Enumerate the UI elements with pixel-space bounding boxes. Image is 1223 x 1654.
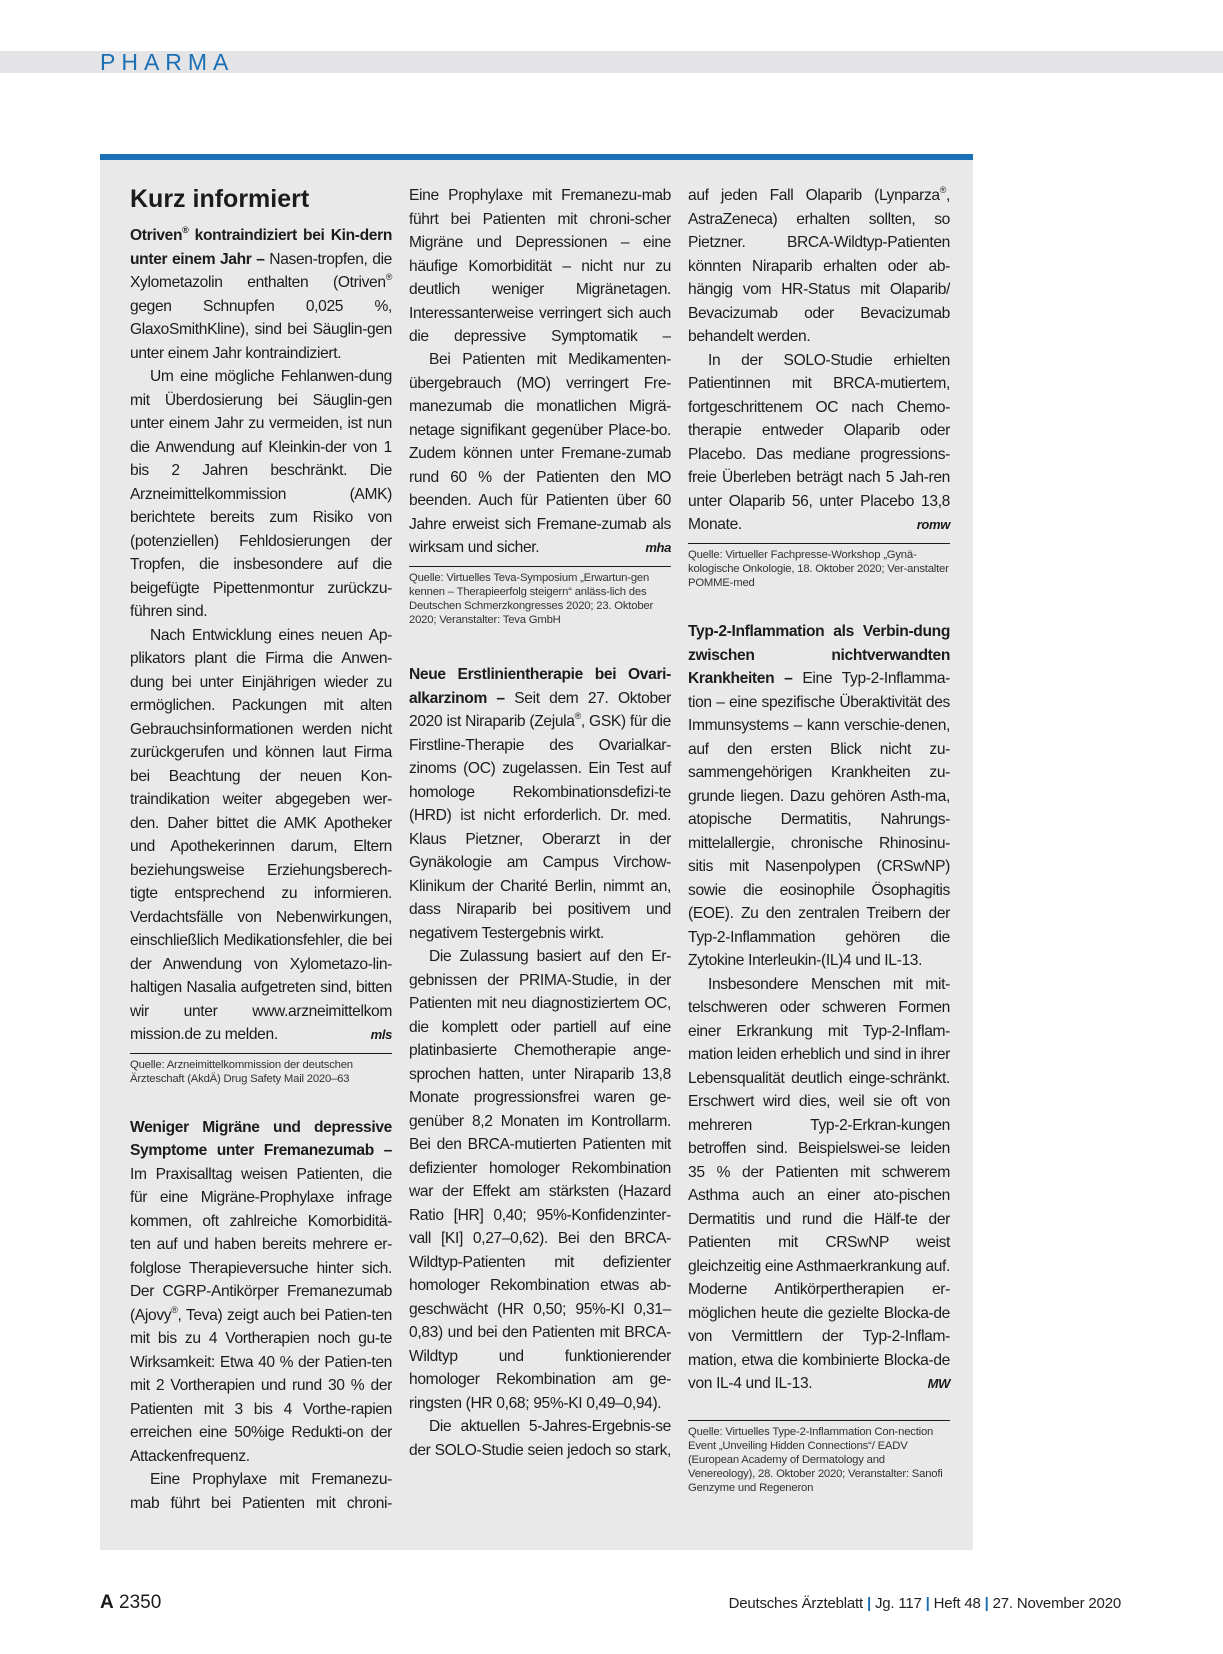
journal-name: Deutsches Ärzteblatt	[728, 1595, 863, 1612]
article-otriven-paragraph	[130, 624, 392, 1047]
journal-info	[729, 1595, 1121, 1613]
article-ovarian-paragraph	[688, 349, 950, 537]
paragraph-text: Seit dem 27. Oktober 2020 ist Niraparib (Zejula	[409, 689, 671, 731]
paragraph-text: Nasen-tropfen, die Xylometazolin enthalten (Otriven	[130, 250, 393, 291]
separator: |	[866, 1595, 871, 1612]
separator: |	[984, 1595, 989, 1612]
author-signature: mls	[370, 1027, 392, 1042]
registered-mark: ®	[171, 1304, 178, 1315]
paragraph-text: Nach Entwicklung eines neuen Ap-plikators plant die Firma die Anwen-dung bei unter Einjährigen wieder zu ermöglichen. Packungen mit alten Gebrauchsinformationen werden nicht zurückgerufen und können laut Firma bei Beachtung der neuen Kon-traindikation weiter abgegeben wer-den. Daher bittet die AMK Apotheker und Apothekerinnen darum, Eltern beziehungsweise Erziehungsberech-tigte entsprechend zu informieren. Verdachtsfälle von Nebenwirkungen, einschließlich Medikationsfehler, die bei der Anwendung von Xylometazo-lin-haltigen Nasalia aufgetreten sind, bitten wir unter www.arzneimittelkom mission.de zu melden.	[130, 626, 392, 1043]
paragraph-text: In der SOLO-Studie erhielten Patientinnen mit BRCA-mutiertem, fortgeschrittenem OC nach Chemo-therapie entweder Olaparib oder Placebo. Das mediane progressions-freie Überleben beträgt nach 5 Jah-ren unter Olaparib 56, unter Placebo 13,8 Monate.	[688, 351, 950, 533]
article-inflammation-lead	[688, 620, 950, 973]
paragraph-text: Eine Typ-2-Inflamma-tion – eine spezifische Überaktivität des Immunsystems – kann verschie-denen, auf den ersten Blick nicht zu-sammengehörigen Krankheiten zu-grunde liegen. Dazu gehören Asth-ma, atopische Dermatitis, Nahrungs-mittelallergie, chronische Rhinosinu-sitis mit Nasenpolypen (CRSwNP) sowie die eosinophile Ösophagitis (EOE). Zu den zentralen Treibern der Typ-2-Inflammation gehören die Zytokine Interleukin-(IL)4 und IL-13.	[688, 670, 951, 970]
registered-mark: ®	[385, 272, 392, 282]
column-2	[409, 184, 671, 1462]
paragraph-text: Insbesondere Menschen mit mit-telschweren oder schweren Formen einer Erkrankung mit Typ-2-Inflam-mation leiden erheblich und sind in ihrer Lebensqualität deutlich einge-schränkt. Erschwert wird dies, weil sie oft von mehreren Typ-2-Erkran-kungen betroffen sind. Beispielswei-se leiden 35 % der Patienten mit schwerem Asthma auch an einer ato-pischen Dermatitis und rund die Hälf-te der Patienten mit CRSwNP weist gleichzeitig eine Asthmaerkrankung auf. Moderne Antikörpertherapien er-möglichen heute die gezielte Blocka-de von Vermittlern der Typ-2-Inflam-mation, etwa die kombinierte Blocka-de von IL-4 und IL-13.	[688, 975, 951, 1393]
author-signature: MW	[927, 1376, 950, 1392]
article-ovarian-source: Quelle: Virtueller Fachpresse-Workshop „Gynä-kologische Onkologie, 18. Oktober 2020; Ver-anstalter POMME-med	[688, 543, 950, 591]
article-migraine-headline: Weniger Migräne und depressive Symptome unter Fremanezumab –	[130, 1118, 392, 1160]
column-3	[688, 184, 950, 1496]
box-title: Kurz informiert	[130, 185, 310, 213]
journal-issue: Heft 48	[933, 1595, 981, 1612]
headline-text: Otriven	[130, 227, 183, 244]
article-ovarian-headline: Neue Erstlinientherapie bei Ovari-alkarzinom –	[409, 666, 671, 707]
article-otriven-paragraph: Um eine mögliche Fehlanwen-dung mit Überdosierung bei Säuglin-gen unter einem Jahr zu vermeiden, ist nun die Anwendung auf Kleinkin-der von 1 bis 2 Jahren beschränkt. Die Arzneimittelkommission (AMK) berichtete bereits zum Risiko von (potenziellen) Fehldosierungen der Tropfen, die insbesondere auf die beigefügte Pipettenmontur zurückzu-führen sind.	[130, 368, 392, 620]
article-ovarian-lead	[409, 663, 671, 945]
article-ovarian-paragraph: Die Zulassung basiert auf den Er-gebnissen der PRIMA-Studie, in der Patienten mit neu diagnostiziertem OC, die komplett oder partiell auf eine platinbasierte Chemotherapie ange-sprochen hatten, unter Niraparib 13,8 Monate progressionsfrei waren ge-genüber 8,2 Monaten im Kontrollarm. Bei den BRCA-mutierten Patienten mit defizienter homologer Rekombination war der Effekt am stärksten (Hazard Ratio [HR] 0,40; 95%-Konfidenzinter-vall [KI] 0,27–0,62). Bei den BRCA-Wildtyp-Patienten mit defizienter homologer Rekombination etwas ab-geschwächt (HR 0,50; 95%-KI 0,31–0,83) und bei den Patienten mit BRCA-Wildtyp und funktionierender homologer Rekombination am ge-ringsten (HR 0,68; 95%-KI 0,49–0,94).	[409, 948, 671, 1412]
column-1	[130, 184, 392, 1515]
article-inflammation-source: Quelle: Virtuelles Type-2-Inflammation Con-nection Event „Unveiling Hidden Connections“/ EADV (European Academy of Dermatology and Venereology), 28. Oktober 2020; Veranstalter: Sanofi Genzyme und Regeneron	[688, 1420, 950, 1496]
paragraph-text: Im Praxisalltag weisen Patienten, die für eine Migräne-Prophylaxe infrage kommen, oft zahlreiche Komorbiditä-ten auf und haben bereits mehrere er-folglose Therapieversuche hinter sich. Der CGRP-Antikörper Fremanezumab (Ajovy	[130, 1165, 392, 1324]
paragraph-text: , AstraZeneca) erhalten sollten, so Pietzner. BRCA-Wildtyp-Patienten könnten Niraparib erhalten oder ab-hängig vom HR-Status mit Olaparib/ Bevacizumab oder Bevacizumab behandelt werden.	[688, 187, 950, 345]
headline-text: kontraindiziert bei Kin-dern unter einem Jahr –	[130, 227, 392, 268]
page-number-value: 2350	[119, 1592, 162, 1613]
article-inflammation-headline: Typ-2-Inflammation als Verbin-dung zwischen nichtverwandten Krankheiten –	[688, 623, 950, 688]
article-migraine-paragraph-continued: Eine Prophylaxe mit Fremanezu-mab führt bei Patienten mit chroni-scher Migräne und Depressionen – eine häufige Komorbidität – nicht nur zu deutlich weniger Migränetagen. Interessanterweise verringert sich auch die depressive Symptomatik –	[409, 187, 671, 345]
author-signature: mha	[645, 540, 671, 555]
journal-volume: Jg. 117	[874, 1595, 922, 1612]
journal-date: 27. November 2020	[992, 1595, 1121, 1612]
news-box	[100, 154, 973, 1550]
page-number	[100, 1593, 161, 1613]
article-ovarian-paragraph-continued: auf jeden Fall Olaparib (Lynparza®, AstraZeneca) erhalten sollten, so Pietzner. BRCA-Wildtyp-Patienten könnten Niraparib erhalten oder ab-hängig vom HR-Status mit Olaparib/ Bevacizumab oder Bevacizumab behandelt werden.	[688, 185, 950, 345]
article-otriven-lead	[130, 224, 392, 365]
article-migraine-paragraph	[409, 348, 671, 560]
article-otriven-source: Quelle: Arzneimittelkommission der deutschen Ärzteschaft (AkdÄ) Drug Safety Mail 2020–63	[130, 1053, 392, 1086]
section-label: PHARMA	[100, 49, 235, 75]
article-inflammation-paragraph	[688, 973, 950, 1396]
page-footer	[0, 1593, 1223, 1613]
registered-mark: ®	[182, 225, 189, 235]
paragraph-text: , GSK) für die Firstline-Therapie des Ovarialkar-zinoms (OC) zugelassen. Ein Test auf homologe Rekombinationsdefizi-te (HRD) ist nicht erforderlich. Dr. med. Klaus Pietzner, Oberarzt in der Gynäkologie am Campus Virchow-Klinikum der Charité Berlin, nimmt an, dass Niraparib bei positivem und negativem Testergebnis wirkt.	[409, 713, 671, 942]
article-migraine-lead	[130, 1116, 392, 1469]
separator: |	[925, 1595, 930, 1612]
registered-mark: ®	[939, 185, 947, 195]
article-migraine-paragraph: Eine Prophylaxe mit Fremanezu-mab führt bei Patienten mit chroni-	[130, 1471, 392, 1512]
author-signature: romw	[916, 517, 950, 532]
article-migraine-source: Quelle: Virtuelles Teva-Symposium „Erwartun-gen kennen – Therapieerfolg steigern“ anläss-lich des Deutschen Schmerzkongresses 2020; 23. Oktober 2020; Veranstalter: Teva GmbH	[409, 566, 671, 628]
paragraph-text: , Teva) zeigt auch bei Patien-ten mit bis zu 4 Vortherapien noch gu-te Wirksamkeit: Etwa 40 % der Patien-ten mit 2 Vortherapien und rund 30 % der Patienten mit 3 bis 4 Vorthe-rapien erreichen eine 50%ige Redukti-on der Attackenfrequenz.	[130, 1306, 392, 1465]
article-ovarian-paragraph	[409, 1415, 671, 1462]
page-prefix: A	[100, 1592, 114, 1613]
registered-mark: ®	[574, 711, 581, 722]
paragraph-text: gegen Schnupfen 0,025 %, GlaxoSmithKline), sind bei Säuglin-gen unter einem Jahr kontraindiziert.	[130, 297, 392, 362]
paragraph-text: Die aktuellen 5-Jahres-Ergebnis-se der SOLO-Studie seien jedoch so stark,	[409, 1418, 671, 1459]
paragraph-text: Bei Patienten mit Medikamenten-übergebrauch (MO) verringert Fre-manezumab die monatlichen Migrä-netage signifikant gegenüber Place-bo. Zudem können unter Fremane-zumab rund 60 % der Patienten den MO beenden. Auch für Patienten über 60 Jahre erweist sich Fremane-zumab als wirksam und sicher.	[409, 351, 671, 556]
